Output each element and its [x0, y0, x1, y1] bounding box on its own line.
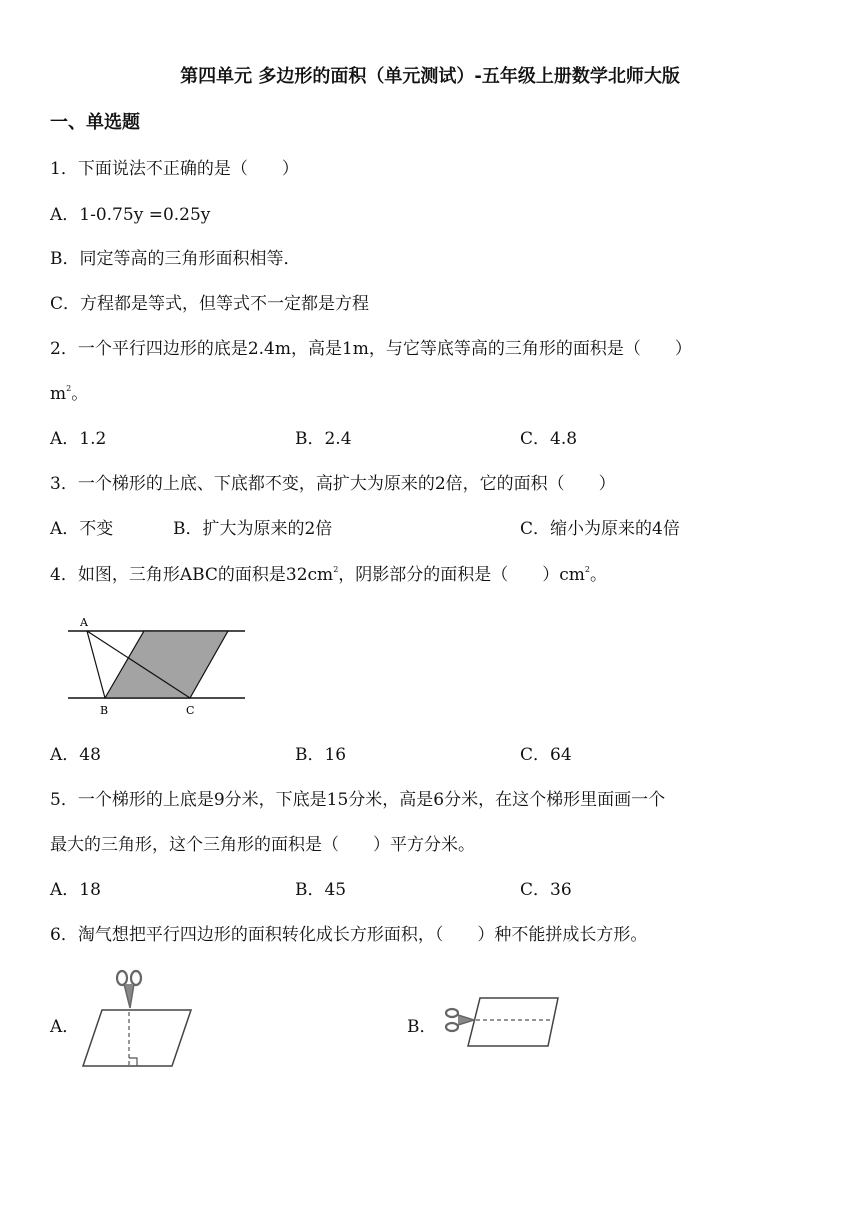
page-title: 第四单元 多边形的面积（单元测试）-五年级上册数学北师大版: [180, 66, 680, 87]
q3-option-c: C．缩小为原来的4倍: [520, 519, 680, 539]
q6-option-a-label: A．: [50, 1017, 80, 1037]
q3-stem: 3．一个梯形的上底、下底都不变，高扩大为原来的2倍，它的面积（ ）: [50, 474, 616, 494]
scissors-icon: [446, 1009, 474, 1031]
shaded-parallelogram: [105, 631, 228, 698]
q1-option-a: A．1-0.75y =0.25y: [50, 205, 211, 225]
vertex-label-b: B: [100, 704, 109, 717]
q6-figure-b: [440, 990, 562, 1050]
q1-option-b: B．同定等高的三角形面积相等．: [50, 249, 301, 269]
q6-option-b-label: B．: [407, 1017, 437, 1037]
q4-stem: 4．如图，三角形ABC的面积是$32cm^2$，阴影部分的面积是（ ）$cm^2$。: [50, 565, 608, 585]
q3-option-a: A．不变: [50, 519, 114, 539]
section-heading: 一、单选题: [50, 112, 140, 133]
q5-stem-line2: 最大的三角形，这个三角形的面积是（ ）平方分米。: [50, 835, 475, 855]
q1-option-c: C．方程都是等式，但等式不一定都是方程: [50, 294, 370, 314]
q5-option-a: A．18: [50, 880, 101, 900]
q3-option-b: B．扩大为原来的2倍: [173, 519, 333, 539]
q4-option-b: B．16: [295, 745, 347, 765]
q6-figure-a: [80, 966, 200, 1072]
q5-option-c: C．36: [520, 880, 572, 900]
q5-stem-line1: 5．一个梯形的上底是9分米，下底是15分米，高是6分米，在这个梯形里面画一个: [50, 790, 666, 810]
q2-option-a: A．1.2: [50, 429, 107, 449]
q2-unit: $m^2$。: [50, 384, 89, 404]
q2-option-c: C．4.8: [520, 429, 578, 449]
q2-stem: 2．一个平行四边形的底是2.4m，高是1m，与它等底等高的三角形的面积是（ ）: [50, 339, 692, 359]
scissors-icon: [117, 971, 141, 1008]
q2-option-b: B．2.4: [295, 429, 352, 449]
q4-option-c: C．64: [520, 745, 572, 765]
q5-option-b: B．45: [295, 880, 347, 900]
q4-option-a: A．48: [50, 745, 101, 765]
q1-stem: 1．下面说法不正确的是（ ）: [50, 159, 299, 179]
vertex-label-a: A: [80, 616, 88, 629]
q6-stem: 6．淘气想把平行四边形的面积转化成长方形面积，（ ）种不能拼成长方形。: [50, 925, 648, 945]
vertex-label-c: C: [186, 704, 195, 717]
q4-figure: [60, 608, 260, 720]
